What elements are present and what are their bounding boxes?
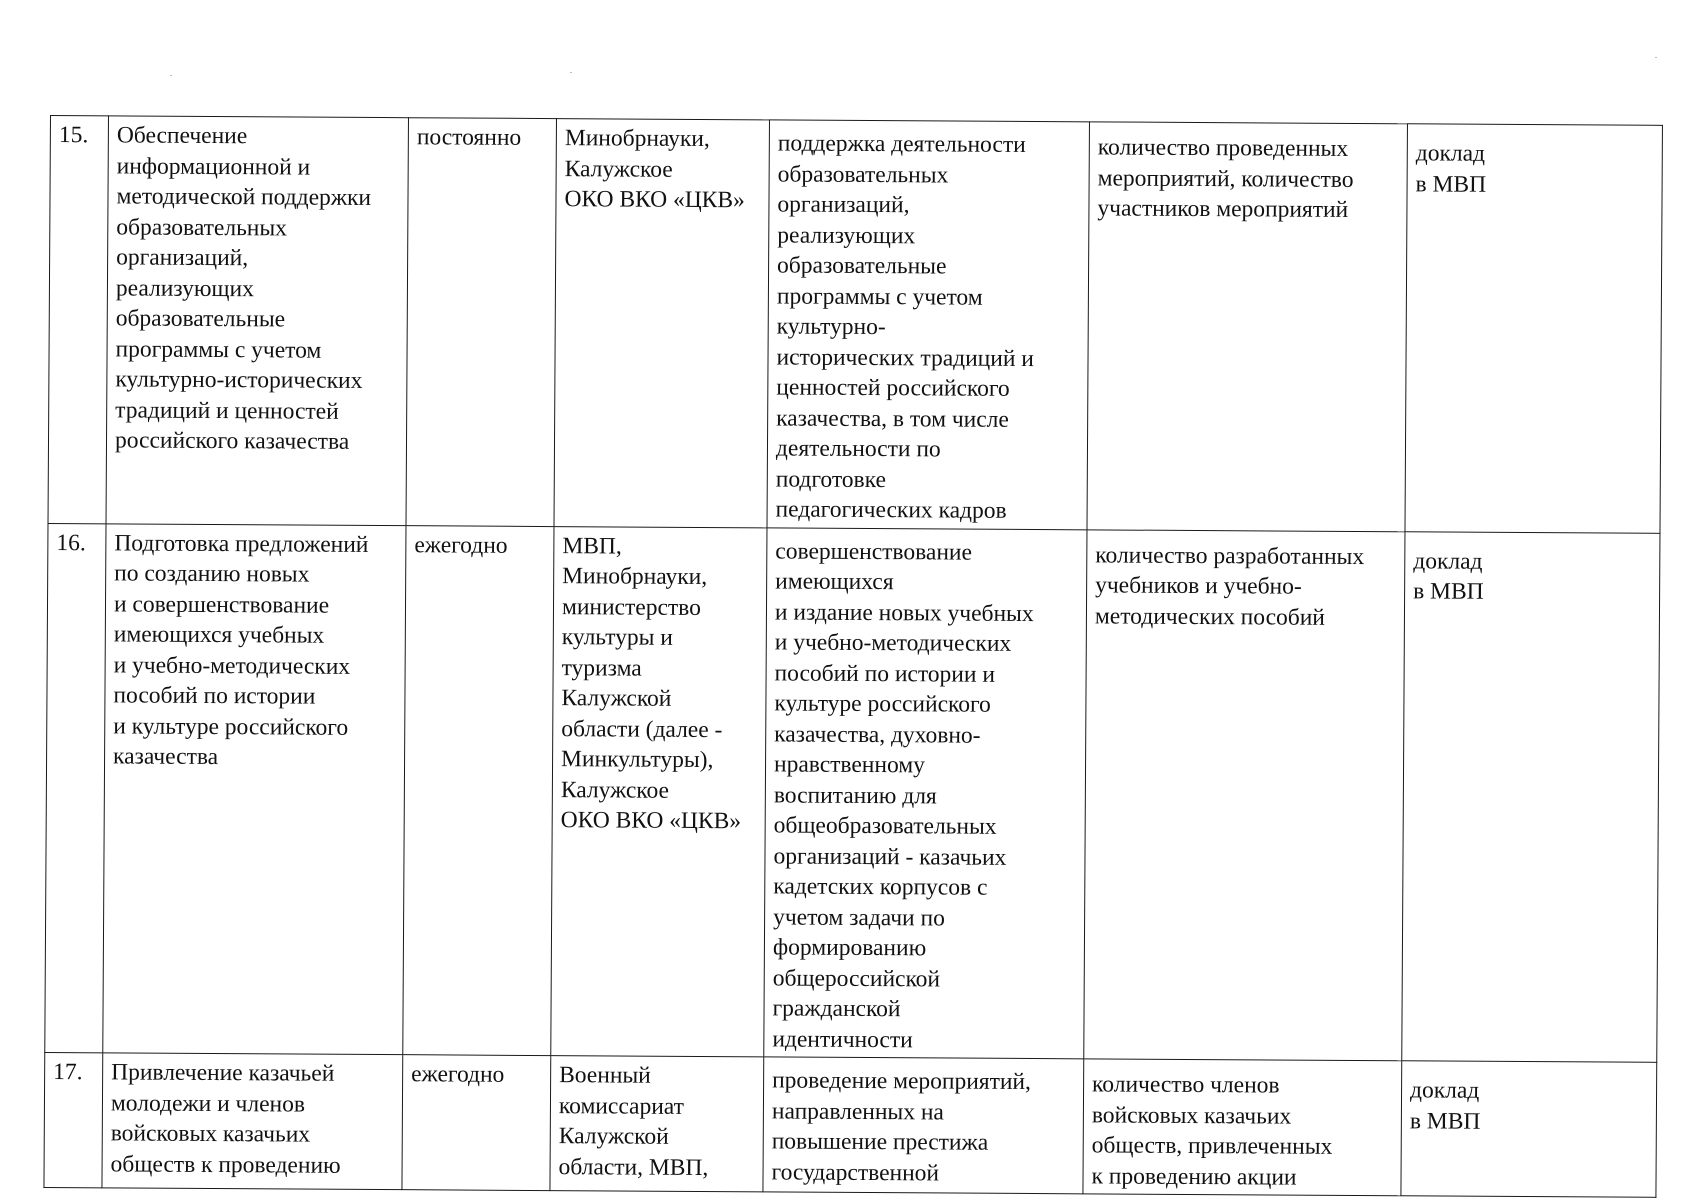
result-text: поддержка деятельности образовательных организаций, реализующих образовательные программы с учетом культурно- исторических традиций и ценностей российского казачества, в том числе деятельности по подготовке педагогических кадров bbox=[775, 130, 1035, 524]
indicator-cell bbox=[1083, 1059, 1402, 1196]
report-cell bbox=[1401, 1061, 1657, 1198]
action-text: Привлечение казачьей молодежи и членов войсковых казачьих обществ к проведению bbox=[110, 1059, 341, 1179]
report-cell bbox=[1402, 531, 1660, 1062]
executors-cell bbox=[551, 526, 767, 1057]
row-number-cell bbox=[45, 523, 106, 1053]
row-number-cell bbox=[44, 1052, 103, 1187]
report-text: доклад в МВП bbox=[1415, 140, 1487, 198]
action-text: Обеспечение информационной и методической поддержки образовательных организаций, реализующих образовательные программы с учетом культурно-исторических традиций и ценностей российского казачества bbox=[114, 122, 372, 455]
term-text: постоянно bbox=[416, 124, 522, 151]
executors-text: Минобрнауки, Калужское ОКО ВКО «ЦКВ» bbox=[564, 125, 745, 214]
executors-cell bbox=[550, 1056, 764, 1192]
action-cell bbox=[103, 523, 406, 1054]
term-cell bbox=[403, 525, 554, 1055]
plan-table bbox=[43, 115, 1663, 1198]
term-cell bbox=[406, 118, 556, 526]
scan-speck bbox=[170, 75, 172, 76]
indicator-text: количество проведенных мероприятий, количество участников мероприятий bbox=[1097, 134, 1354, 223]
row-number: 17. bbox=[53, 1059, 83, 1086]
result-text: совершенствование имеющихся и издание новых учебных и учебно-методических пособий по истории и культуре российского казачества, духовно- нравственному воспитанию для общеобразовательных организаций - казачьих кадетских корпусов с учетом задачи по формированию общероссийской гражданской идентичности bbox=[772, 537, 1034, 1053]
executors-text: МВП, Минобрнауки, министерство культуры и туризма Калужской области (далее - Минкультуры), Калужское ОКО ВКО «ЦКВ» bbox=[560, 532, 742, 835]
action-text: Подготовка предложений по созданию новых и совершенствование имеющихся учебных и учебно-методических пособий по истории и культуре российского казачества bbox=[113, 529, 369, 771]
table-row bbox=[44, 1052, 1657, 1197]
result-cell bbox=[764, 527, 1087, 1058]
report-text: доклад в МВП bbox=[1409, 1077, 1481, 1135]
result-cell bbox=[767, 120, 1089, 529]
executors-text: Военный комиссариат Калужской области, МВП, bbox=[558, 1062, 709, 1181]
row-number: 15. bbox=[58, 122, 89, 149]
indicator-cell bbox=[1087, 122, 1407, 531]
indicator-cell bbox=[1084, 529, 1405, 1060]
action-cell bbox=[102, 1053, 403, 1190]
executors-cell bbox=[554, 119, 769, 528]
indicator-text: количество разработанных учебников и учебно- методических пособий bbox=[1094, 541, 1365, 631]
table-row bbox=[45, 523, 1660, 1062]
action-cell bbox=[106, 116, 408, 525]
term-text: ежегодно bbox=[414, 531, 508, 559]
result-text: проведение мероприятий, направленных на повышение престижа государственной bbox=[771, 1067, 1032, 1186]
table-row bbox=[48, 116, 1662, 533]
scan-speck bbox=[570, 72, 572, 73]
report-cell bbox=[1405, 124, 1662, 533]
report-text: доклад в МВП bbox=[1413, 547, 1484, 605]
result-cell bbox=[763, 1057, 1084, 1194]
term-text: ежегодно bbox=[411, 1061, 505, 1088]
row-number-cell bbox=[48, 116, 108, 524]
indicator-text: количество членов войсковых казачьих обществ, привлеченных к проведению акции bbox=[1091, 1071, 1333, 1191]
term-cell bbox=[402, 1055, 551, 1191]
row-number: 16. bbox=[56, 529, 86, 556]
scan-speck bbox=[1655, 57, 1657, 58]
